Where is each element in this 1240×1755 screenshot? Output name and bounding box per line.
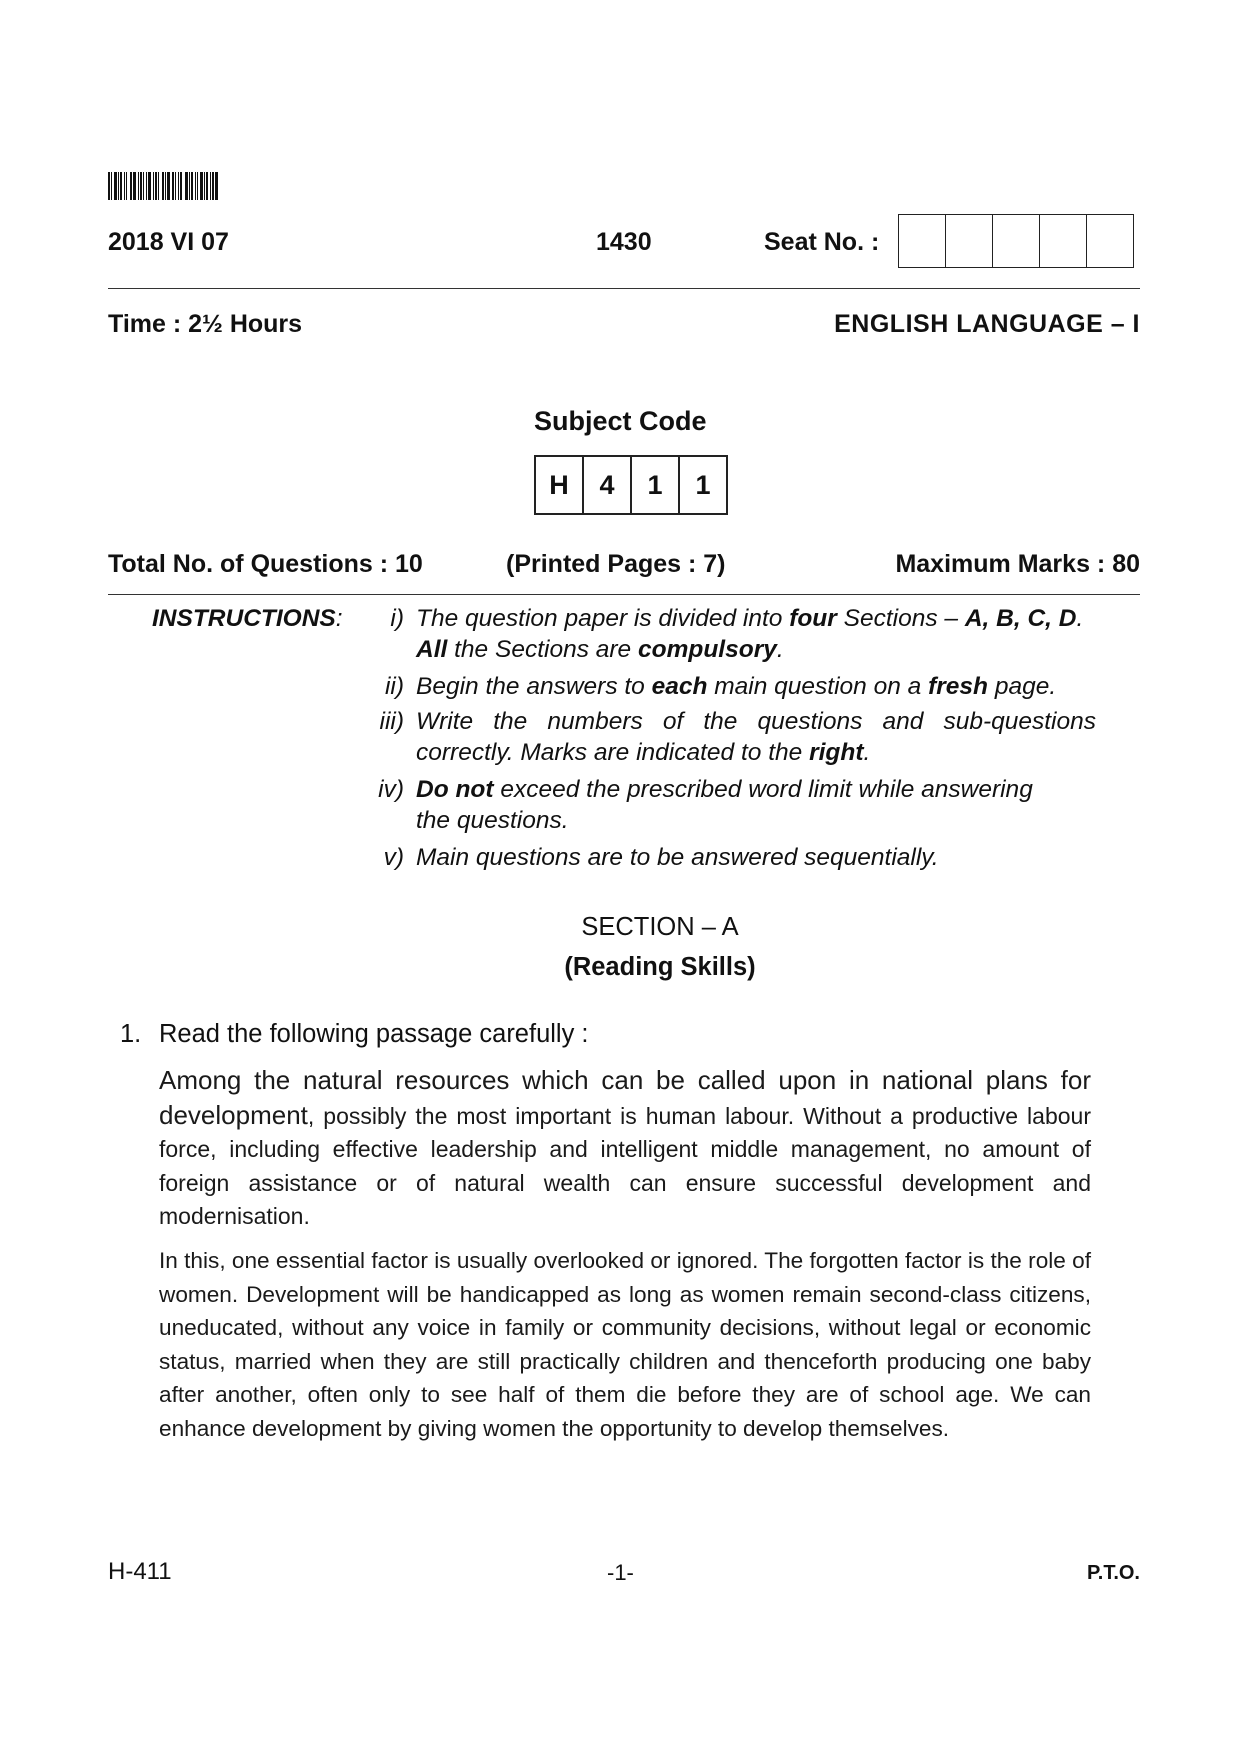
- instructions-label: INSTRUCTIONS:: [152, 605, 343, 632]
- subject-code-char: 1: [695, 469, 711, 500]
- seat-box[interactable]: [1040, 215, 1087, 267]
- instruction-number: ii): [384, 673, 404, 700]
- instruction-item: Main questions are to be answered sequentially.: [416, 844, 939, 871]
- question-prompt: Read the following passage carefully :: [159, 1020, 589, 1048]
- instruction-item: Begin the answers to each main question on a fresh page.: [416, 673, 1057, 700]
- seat-label: Seat No. :: [764, 228, 880, 256]
- page-number: -1-: [607, 1560, 634, 1585]
- seat-box[interactable]: [899, 215, 946, 267]
- instruction-number: i): [390, 605, 404, 632]
- instruction-number: v): [383, 844, 404, 871]
- seat-number-boxes[interactable]: [898, 214, 1134, 268]
- subject-code-label: Subject Code: [534, 406, 707, 436]
- printed-pages: (Printed Pages : 7): [506, 550, 726, 578]
- total-questions: Total No. of Questions : 10: [108, 550, 423, 578]
- pto-label: P.T.O.: [1087, 1562, 1140, 1584]
- section-title: SECTION – A: [581, 913, 739, 941]
- header-divider: [108, 288, 1140, 289]
- instruction-item: The question paper is divided into four Sections – A, B, C, D. All the Sections are compulsory.: [416, 605, 1084, 663]
- section-subtitle: (Reading Skills): [564, 953, 756, 981]
- seat-box[interactable]: [1087, 215, 1133, 267]
- subject-code-char: H: [536, 457, 584, 513]
- meta-divider: [108, 594, 1140, 595]
- seat-box[interactable]: [993, 215, 1040, 267]
- center-code: 1430: [596, 228, 652, 256]
- instruction-item: Write the numbers of the questions and sub-questions correctly. Marks are indicated to the right.: [416, 708, 1096, 766]
- subject-code-char: 4: [584, 457, 632, 513]
- footer-code: H-411: [108, 1558, 172, 1585]
- maximum-marks: Maximum Marks : 80: [895, 550, 1140, 578]
- subject-title: ENGLISH LANGUAGE – I: [834, 310, 1140, 338]
- time-allowed: Time : 2½ Hours: [108, 310, 303, 338]
- subject-code-char: 1: [632, 457, 680, 513]
- passage-paragraph-1: Among the natural resources which can be called upon in national plans for development, possibly the most important is human labour. Without a productive labour force, including effective leadership and intelligent middle management, no amount of foreign assistance or of natural wealth can ensure successful development and modernisation.: [159, 1065, 1091, 1229]
- seat-box[interactable]: [946, 215, 993, 267]
- instruction-item: Do not exceed the prescribed word limit while answering the questions.: [416, 776, 1033, 834]
- question-number: 1.: [120, 1020, 142, 1048]
- instruction-number: iii): [379, 708, 404, 735]
- passage-paragraph-2: In this, one essential factor is usually overlooked or ignored. The forgotten factor is the role of women. Development will be handicapped as long as women remain second-class citizens, uneducated, without any voice in family or community decisions, without legal or economic status, married when they are still practically children and thenceforth producing one baby after another, often only to see half of them die before they are of school age. We can enhance development by giving women the opportunity to develop themselves.: [159, 1248, 1091, 1441]
- instruction-number: iv): [378, 776, 404, 803]
- paper-code: 2018 VI 07: [108, 228, 229, 256]
- barcode-image: [108, 172, 248, 200]
- subject-code-boxes: [534, 455, 728, 515]
